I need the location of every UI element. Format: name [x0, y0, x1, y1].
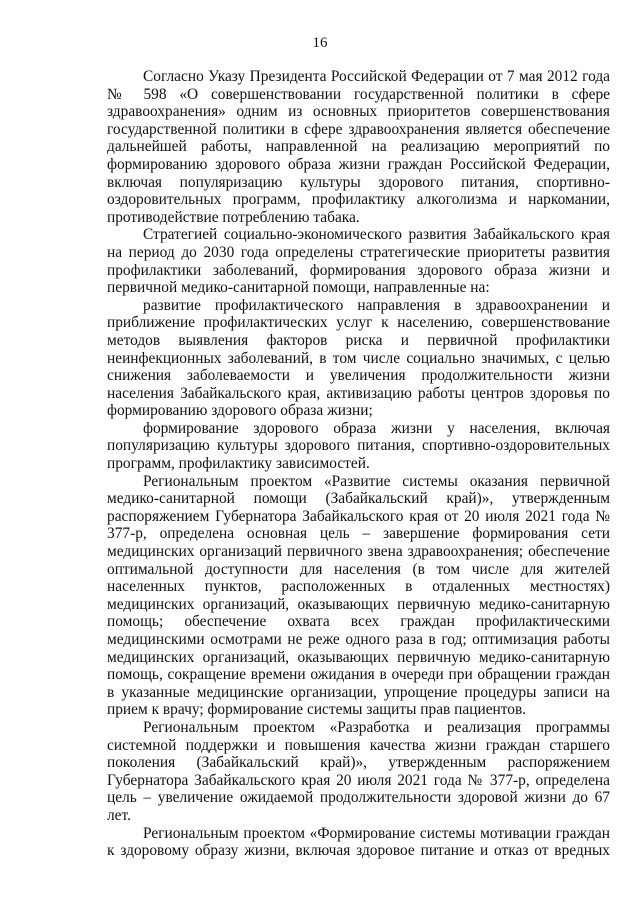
paragraph-priority-healthy-lifestyle: формирование здорового образа жизни у населения, включая популяризацию культуры здорового питания, спортивно-оздоровительных программ, профилактику зависимостей.	[107, 419, 610, 473]
paragraph-development-strategy: Стратегией социально-экономического развития Забайкальского края на период до 2030 года определены стратегические приоритеты развития профилактики заболеваний, формирования здорового образа жизни и первичной медико-санитарной помощи, направленные на:	[107, 226, 610, 297]
paragraph-older-generation-project: Региональным проектом «Разработка и реализация программы системной поддержки и повышения качества жизни граждан старшего поколения (Забайкальский край)», утвержденным распоряжением Губернатора Забайкальского края 20 июля 2021 года № 377-р, определена цель – увеличение ожидаемой продолжительности здоровой жизни до 67 лет.	[107, 718, 610, 824]
paragraph-primary-care-project: Региональным проектом «Развитие системы оказания первичной медико-санитарной помощи (Забайкальский край)», утвержденным распоряжением Губернатора Забайкальского края от 20 июля 2021 года № 377-р, определена основная цель – завершение формирования сети медицинских организаций первичного звена здравоохранения; обеспечение оптимальной доступности для населения (в том числе для жителей населенных пунктов, расположенных в отдаленных местностях) медицинских организаций, оказывающих первичную медико-санитарную помощь; обеспечение охвата всех граждан профилактическими медицинскими осмотрами не реже одного раза в год; оптимизация работы медицинских организаций, оказывающих первичную медико-санитарную помощь, сокращение времени ожидания в очереди при обращении граждан в указанные медицинские организации, упрощение процедуры записи на прием к врачу; формирование системы защиты прав пациентов.	[107, 472, 610, 719]
document-body	[107, 68, 610, 860]
paragraph-motivation-project: Региональным проектом «Формирование системы мотивации граждан к здоровому образу жизни, включая здоровое питание и отказ от вредных	[107, 824, 610, 860]
paragraph-decree-598: Согласно Указу Президента Российской Федерации от 7 мая 2012 года № 598 «О совершенствовании государственной политики в сфере здравоохранения» одним из основных приоритетов совершенствования государственной политики в сфере здравоохранения является обеспечение дальнейшей работы, направленной на реализацию мероприятий по формированию здорового образа жизни граждан Российской Федерации, включая популяризацию культуры здорового питания, спортивно-оздоровительных программ, профилактику алкоголизма и наркомании, противодействие потреблению табака.	[107, 68, 610, 226]
page-number: 16	[312, 35, 328, 51]
paragraph-priority-prevention: развитие профилактического направления в здравоохранении и приближение профилактических услуг к населению, совершенствование методов выявления факторов риска и первичной профилактики неинфекционных заболеваний, в том числе социально значимых, с целью снижения заболеваемости и увеличения продолжительности жизни населения Забайкальского края, активизацию работы центров здоровья по формированию здорового образа жизни;	[107, 296, 610, 420]
